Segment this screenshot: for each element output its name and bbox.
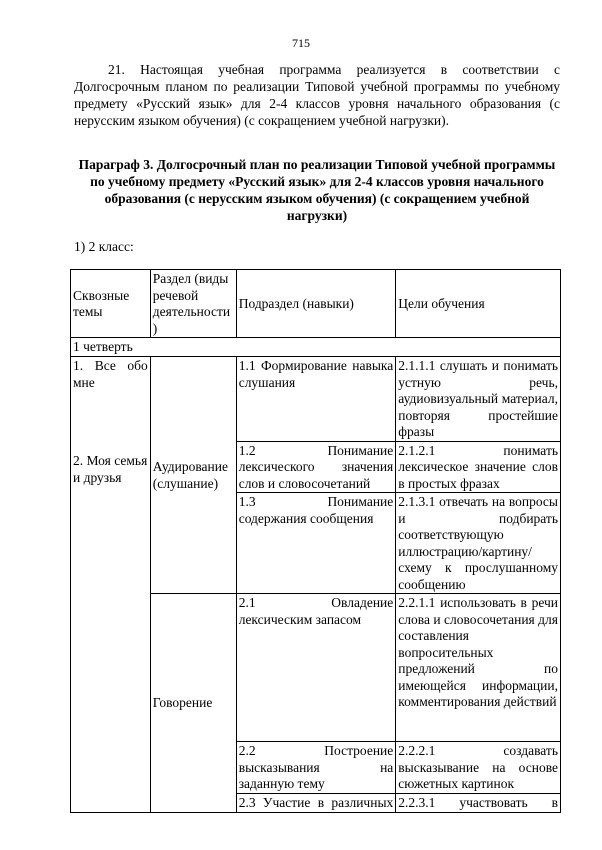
quarter-row — [71, 338, 561, 357]
section-speaking: Говорение — [150, 594, 236, 813]
grade-label: 1) 2 класс: — [74, 239, 134, 254]
subsection-cell: 2.1 Овладение лексическим запасом — [236, 594, 396, 742]
subsection-cell: 1.3 Понимание содержания сообщения — [236, 493, 396, 594]
goal-cell: 2.2.1.1 использовать в речи слова и словосочетания для составления вопросительных предложений по имеющейся информации, комментирования действий — [396, 594, 561, 742]
subsection-cell: 2.3 Участие в различных — [236, 793, 396, 812]
themes-cell — [71, 357, 151, 813]
subsection-cell: 1.2 Понимание лексического значения слов и словосочетаний — [236, 441, 396, 493]
intro-paragraph: 21. Настоящая учебная программа реализуется в соответствии с Долгосрочным планом по реализации Типовой учебной программы по учебному предмету «Русский язык» для 2-4 классов уровня начального образования (с нерусским языком обучения) (с сокращением учебной нагрузки). — [74, 62, 560, 128]
table-row — [71, 357, 561, 442]
theme-1: 1. Все обо мне — [73, 358, 148, 390]
long-term-plan-table — [70, 269, 561, 813]
section-listening: Аудирование (слушание) — [150, 357, 236, 594]
table-header-row — [71, 270, 561, 338]
header-section: Раздел (виды речевой деятельности) — [150, 270, 236, 338]
goal-cell: 2.1.2.1 понимать лексическое значение слов в простых фразах — [396, 441, 561, 493]
subsection-cell: 1.1 Формирование навыка слушания — [236, 357, 396, 442]
subsection-cell: 2.2 Построение высказывания на заданную тему — [236, 742, 396, 794]
goal-cell: 2.2.2.1 создавать высказывание на основе сюжетных картинок — [396, 742, 561, 794]
theme-2: 2. Моя семья и друзья — [73, 453, 148, 485]
header-learning-goals: Цели обучения — [396, 270, 561, 338]
page-number: 715 — [292, 36, 310, 50]
section-heading: Параграф 3. Долгосрочный план по реализации Типовой учебной программы по учебному предмету «Русский язык» для 2-4 классов уровня начального образования (с нерусским языком обучения) (с сокращением учебной нагрузки) — [78, 157, 556, 223]
goal-cell: 2.1.1.1 слушать и понимать устную речь, аудиовизуальный материал, повторяя простейшие фразы — [396, 357, 561, 442]
header-subsection: Подраздел (навыки) — [236, 270, 396, 338]
quarter-label: 1 четверть — [71, 338, 561, 357]
goal-cell: 2.2.3.1 участвовать в — [396, 793, 561, 812]
header-cross-cutting-themes: Сквозные темы — [71, 270, 151, 338]
goal-cell: 2.1.3.1 отвечать на вопросы и подбирать соответствующую иллюстрацию/картину/ схему к прослушанному сообщению — [396, 493, 561, 594]
